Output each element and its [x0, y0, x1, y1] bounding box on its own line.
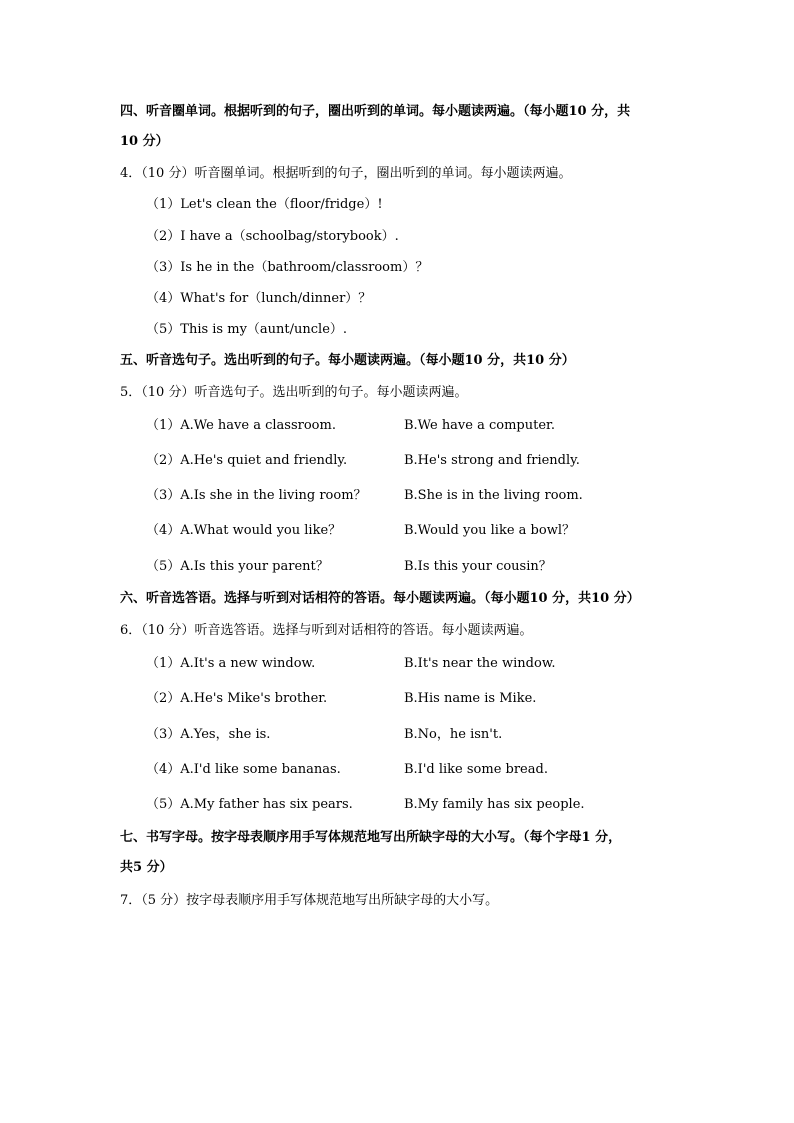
option-b: B.We have a computer. — [404, 418, 555, 433]
q4-item-4: （4）What's for（lunch/dinner）？ — [146, 291, 372, 306]
option-b: B.I'd like some bread. — [404, 762, 548, 777]
q5-item-3 — [146, 487, 694, 505]
option-b: B.My family has six people. — [404, 797, 585, 812]
option-a: （5）A.My father has six pears. — [146, 797, 353, 812]
option-b: B.Would you like a bowl？ — [404, 523, 575, 538]
q6-item-3 — [146, 726, 694, 744]
q6-item-1 — [146, 655, 694, 673]
section-7-heading: 七、书写字母。按字母表顺序用手写体规范地写出所缺字母的大小写。（每个字母1 分， — [120, 830, 622, 845]
q6-item-2 — [146, 690, 694, 708]
q5-item-5 — [146, 558, 694, 576]
option-b: B.He's strong and friendly. — [404, 453, 580, 468]
question-6: 6．（10 分）听音选答语。选择与听到对话相符的答语。每小题读两遍。 — [120, 623, 533, 638]
option-a: （2）A.He's Mike's brother. — [146, 691, 328, 706]
option-b: B.It's near the window. — [404, 656, 556, 671]
option-a: （2）A.He's quiet and friendly. — [146, 453, 348, 468]
option-a: （1）A.We have a classroom. — [146, 418, 336, 433]
option-a: （1）A.It's a new window. — [146, 656, 316, 671]
option-a: （5）A.Is this your parent？ — [146, 559, 329, 574]
q5-item-1 — [146, 417, 694, 435]
question-5: 5．（10 分）听音选句子。选出听到的句子。每小题读两遍。 — [120, 385, 468, 400]
q5-item-2 — [146, 452, 694, 470]
section-6-heading: 六、听音选答语。选择与听到对话相符的答语。每小题读两遍。（每小题10 分，共10 分） — [120, 591, 640, 606]
q4-item-5: （5）This is my（aunt/uncle）. — [146, 322, 348, 337]
question-4: 4．（10 分）听音圈单词。根据听到的句子，圈出听到的单词。每小题读两遍。 — [120, 166, 572, 181]
option-b: B.Is this your cousin？ — [404, 559, 552, 574]
question-7: 7．（5 分）按字母表顺序用手写体规范地写出所缺字母的大小写。 — [120, 893, 499, 908]
q4-item-3: （3）Is he in the（bathroom/classroom）？ — [146, 260, 429, 275]
section-5-heading: 五、听音选句子。选出听到的句子。每小题读两遍。（每小题10 分，共10 分） — [120, 353, 575, 368]
section-7-heading-cont: 共5 分） — [120, 860, 173, 875]
q5-item-4 — [146, 522, 694, 540]
option-b: B.His name is Mike. — [404, 691, 537, 706]
section-4-heading: 四、听音圈单词。根据听到的句子，圈出听到的单词。每小题读两遍。（每小题10 分，共 — [120, 104, 631, 119]
option-a: （3）A.Is she in the living room？ — [146, 488, 367, 503]
option-a: （4）A.I'd like some bananas. — [146, 762, 341, 777]
section-4-heading-cont: 10 分） — [120, 134, 169, 149]
option-a: （3）A.Yes，she is. — [146, 727, 271, 742]
q6-item-5 — [146, 796, 694, 814]
q6-item-4 — [146, 761, 694, 779]
option-b: B.She is in the living room. — [404, 488, 583, 503]
option-b: B.No，he isn't. — [404, 727, 503, 742]
option-a: （4）A.What would you like？ — [146, 523, 342, 538]
q4-item-2: （2）I have a（schoolbag/storybook）. — [146, 229, 399, 244]
q4-item-1: （1）Let's clean the（floor/fridge）! — [146, 197, 383, 212]
